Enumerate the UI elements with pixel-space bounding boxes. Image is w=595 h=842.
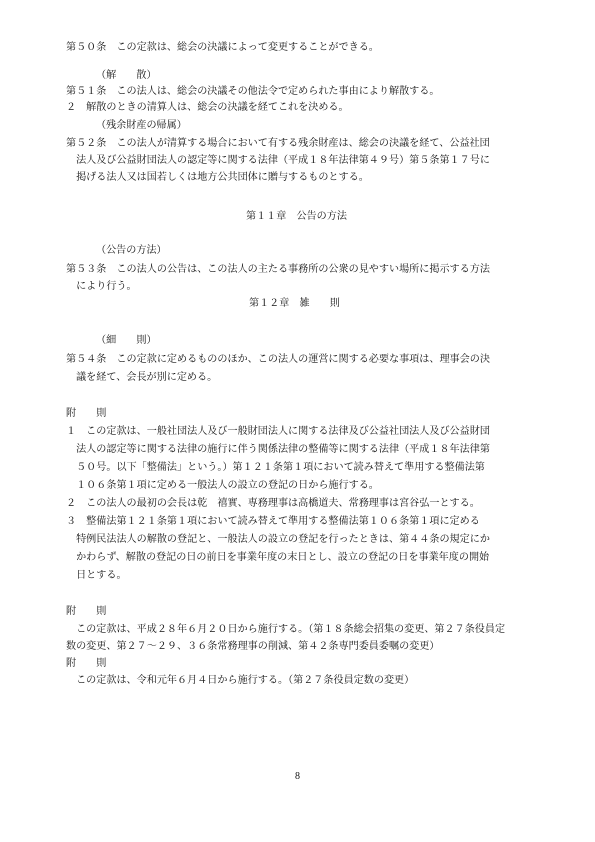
article-52-line: 法人及び公益財団法人の認定等に関する法律（平成１８年法律第４９号）第５条第１７号に [66,155,490,166]
chapter-12-title: 第１２章 雑 則 [249,298,340,309]
residual-property-heading: （残余財産の帰属） [96,120,187,131]
dissolution-heading: （解 散） [96,70,157,81]
article-51-item-2: ２ 解散のときの清算人は、総会の決議を経てこれを決める。 [66,102,349,113]
article-53-line: により行う。 [66,281,137,292]
supplementary-line: ５０号。以下「整備法」という。）第１２１条第１項において読み替えて準用する整備法第 [66,462,485,473]
article-50: 第５０条 この定款は、総会の決議によって変更することができる。 [66,42,379,53]
supplementary-line: 数の変更、第２７～２９、３６条常務理事の削減、第４２条専門委員委嘱の変更） [66,641,440,652]
supplementary-heading: 附 則 [66,606,107,617]
supplementary-line: 日とする。 [66,570,127,581]
supplementary-line: かわらず、解散の登記の日の前日を事業年度の末日とし、設立の登記の日を事業年度の開始 [66,552,490,563]
supplementary-line: １ この定款は、一般社団法人及び一般財団法人に関する法律及び公益社団法人及び公益財団 [66,426,490,437]
page-number: 8 [295,771,300,782]
supplementary-line: ２ この法人の最初の会長は乾 禧實、専務理事は高橋道夫、常務理事は宮谷弘一とする。 [66,498,480,509]
supplementary-line: 法人の認定等に関する法律の施行に伴う関係法律の整備等に関する法律（平成１８年法律第 [66,444,490,455]
bylaws-heading: （細 則） [96,335,157,346]
article-53-line: 第５３条 この法人の公告は、この法人の主たる事務所の公衆の見やすい場所に掲示する方法 [66,264,490,275]
supplementary-heading: 附 則 [66,658,107,669]
supplementary-line: 特例民法法人の解散の登記と、一般法人の設立の登記を行ったときは、第４４条の規定にか [66,534,490,545]
public-notice-heading: （公告の方法） [96,245,167,256]
supplementary-line: ３ 整備法第１２１条第１項において読み替えて準用する整備法第１０６条第１項に定める [66,516,480,527]
article-51: 第５１条 この法人は、総会の決議その他法令で定められた事由により解散する。 [66,86,440,97]
supplementary-heading: 附 則 [66,408,107,419]
supplementary-line: この定款は、平成２８年６月２０日から施行する。（第１８条総会招集の変更、第２７条役員定 [66,624,506,635]
article-52-line: 掲げる法人又は国若しくは地方公共団体に贈与するものとする。 [66,172,369,183]
article-54-line: 議を経て、会長が別に定める。 [66,372,218,383]
supplementary-line: この定款は、令和元年６月４日から施行する。（第２７条役員定数の変更） [66,675,415,686]
chapter-11-title: 第１１章 公告の方法 [246,211,347,222]
article-52-line: 第５２条 この法人が清算する場合において有する残余財産は、総会の決議を経て、公益社団 [66,138,490,149]
supplementary-line: １０６条第１項に定める一般法人の設立の登記の日から施行する。 [66,480,379,491]
article-54-line: 第５４条 この定款に定めるもののほか、この法人の運営に関する必要な事項は、理事会の決 [66,354,490,365]
